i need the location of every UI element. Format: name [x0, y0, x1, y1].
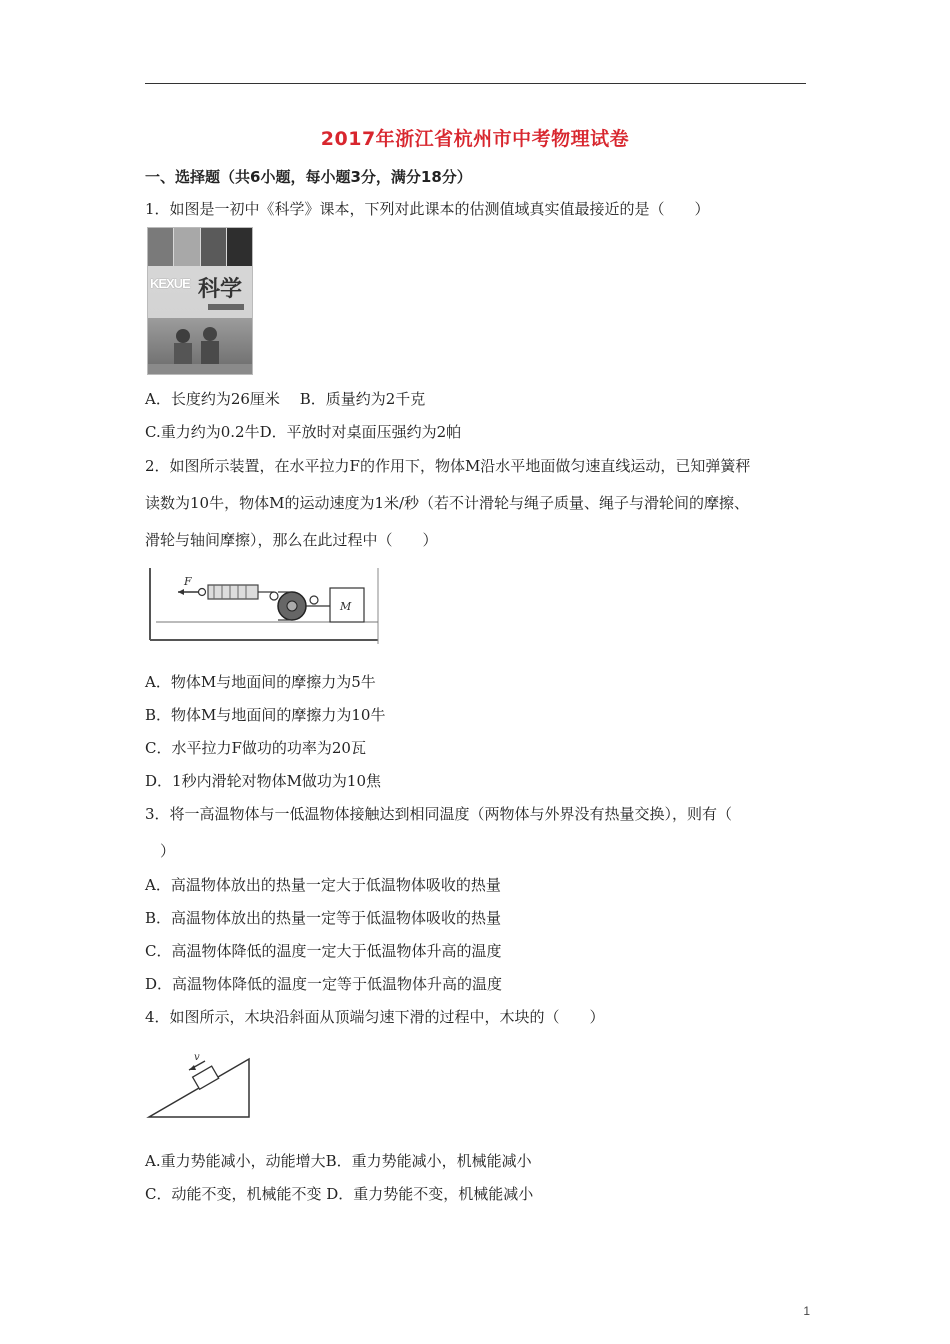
q2-option-c: C．水平拉力F做功的功率为20瓦 [145, 739, 366, 757]
q2-option-a: A．物体M与地面间的摩擦力为5牛 [145, 673, 376, 691]
q1-options-cd: C.重力约为0.2牛D．平放时对桌面压强约为2帕 [145, 423, 462, 441]
q1-options-ab: A．长度约为26厘米 B．质量约为2千克 [145, 390, 426, 408]
cover-latin-title: KEXUE [150, 276, 190, 291]
q3-option-c: C．高温物体降低的温度一定大于低温物体升高的温度 [145, 942, 502, 960]
header-rule [145, 83, 806, 84]
q2-stem-line1: 2．如图所示装置，在水平拉力F的作用下，物体M沿水平地面做匀速直线运动，已知弹簧秤 [145, 457, 751, 475]
cover-photo-strip [148, 228, 252, 266]
q3-option-b: B．高温物体放出的热量一定等于低温物体吸收的热量 [145, 909, 502, 927]
q3-option-d: D．高温物体降低的温度一定等于低温物体升高的温度 [145, 975, 503, 993]
cover-subtitle-bar [208, 304, 244, 310]
science-textbook-cover-image [147, 227, 253, 375]
velocity-label: v [194, 1052, 200, 1063]
q4-stem: 4．如图所示，木块沿斜面从顶端匀速下滑的过程中，木块的（ ） [145, 1008, 605, 1026]
force-label: F [184, 575, 192, 588]
q4-options-ab: A.重力势能减小，动能增大B．重力势能减小，机械能减小 [145, 1152, 532, 1170]
section-heading: 一、选择题（共6小题，每小题3分，满分18分） [145, 168, 472, 186]
block-label: M [340, 600, 352, 613]
q3-stem-line2: ） [160, 842, 176, 860]
cover-scene [148, 318, 252, 374]
q2-stem-line2: 读数为10牛，物体M的运动速度为1米/秒（若不计滑轮与绳子质量、绳子与滑轮间的摩擦、 [145, 494, 750, 512]
pulley-diagram [146, 566, 382, 646]
exam-title: 2017年浙江省杭州市中考物理试卷 [320, 128, 630, 150]
q2-stem-line3: 滑轮与轴间摩擦），那么在此过程中（ ） [145, 531, 438, 549]
incline-diagram [145, 1047, 257, 1123]
q4-options-cd: C．动能不变，机械能不变 D．重力势能不变，机械能减小 [145, 1185, 534, 1203]
q2-option-d: D．1秒内滑轮对物体M做功为10焦 [145, 772, 382, 790]
cover-title: 科学 [198, 277, 243, 302]
q2-option-b: B．物体M与地面间的摩擦力为10牛 [145, 706, 386, 724]
page-number: 1 [803, 1304, 810, 1318]
q3-option-a: A．高温物体放出的热量一定大于低温物体吸收的热量 [145, 876, 501, 894]
q1-stem: 1．如图是一初中《科学》课本，下列对此课本的估测值域真实值最接近的是（ ） [145, 200, 710, 218]
q3-stem-line1: 3．将一高温物体与一低温物体接触达到相同温度（两物体与外界没有热量交换），则有（ [145, 805, 733, 823]
